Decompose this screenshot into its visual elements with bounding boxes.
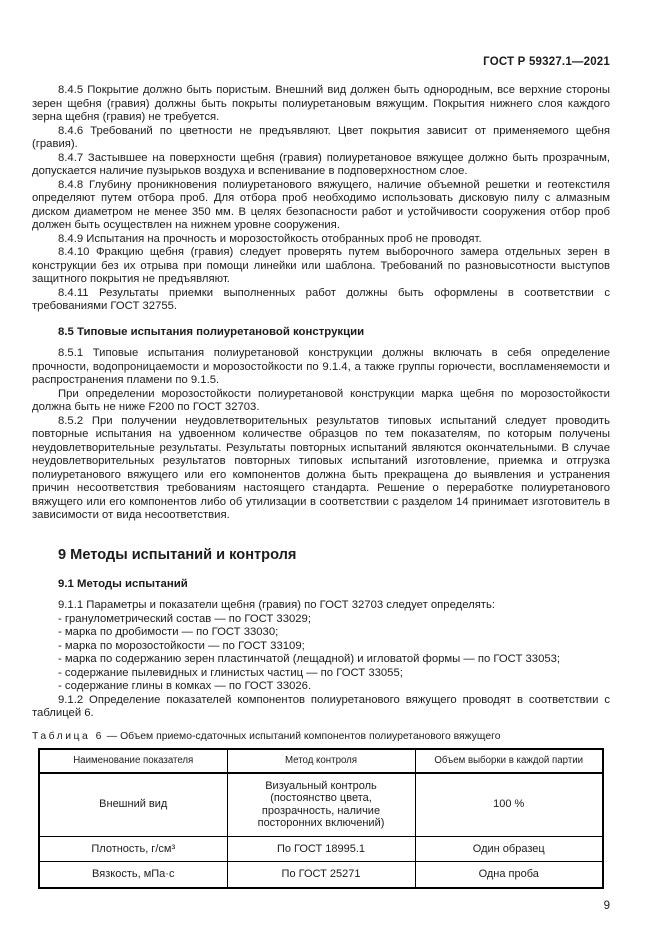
paragraph: 8.5.1 Типовые испытания полиуретановой конструкции должны включать в себя определение прочности, водопроницаемости и морозостойкости по 9.1.4, а также группы горючести, воспламеняемости и распространения пламени по 9.1.5. xyxy=(32,347,610,386)
list-item: - марка по дробимости — по ГОСТ 33030; xyxy=(58,626,279,638)
paragraph: 8.4.10 Фракцию щебня (гравия) следует проверять путем выборочного замера отдельных зерен в конструкции без их отрыва при помощи линейки или шаблона. Требований по разновысотности выступов защитного покрытия не предъявляют. xyxy=(32,246,610,285)
paragraph: 9.1.2 Определение показателей компонентов полиуретанового вяжущего проводят в соответствии с таблицей 6. xyxy=(32,693,610,719)
paragraph: 8.4.11 Результаты приемки выполненных работ должны быть оформлены в соответствии с требованиями ГОСТ 32755. xyxy=(32,286,610,312)
table-cell: Вязкость, мПа·с xyxy=(39,862,227,888)
list-item: - марка по содержанию зерен пластинчатой (лещадной) и игловатой формы — по ГОСТ 33053; xyxy=(58,653,561,665)
section-heading: 9.1 Методы испытаний xyxy=(58,577,188,590)
paragraph: 8.4.9 Испытания на прочность и морозостойкость отобранных проб не проводят. xyxy=(58,232,482,245)
paragraph: При определении морозостойкости полиуретановой конструкции марка щебня по морозостойкости должна быть не ниже F200 по ГОСТ 32703. xyxy=(32,387,610,413)
table-cell: Один образец xyxy=(415,836,603,862)
table-row xyxy=(39,773,603,837)
table-cell: 100 % xyxy=(415,773,603,837)
list-item: - гранулометрический состав — по ГОСТ 33029; xyxy=(58,612,311,625)
paragraph: 9.1.1 Параметры и показатели щебня (гравия) по ГОСТ 32703 следует определять: xyxy=(58,599,496,611)
table-cell: По ГОСТ 18995.1 xyxy=(227,836,415,862)
list-item: - марка по морозостойкости — по ГОСТ 33109; xyxy=(58,639,305,652)
page-number: 9 xyxy=(603,900,610,913)
table-cell: Плотность, г/см³ xyxy=(39,836,227,862)
column-header: Метод контроля xyxy=(227,749,415,773)
paragraph: 8.5.2 При получении неудовлетворительных результатов типовых испытаний следует проводить повторные испытания на удвоенном количестве образцов по тем показателям, по которым получены неудовлетворительные результаты. Результаты повторных испытаний являются окончательными. В случае неудовлетворительных результатов повторных типовых испытаний изготовление, приемка и отгрузка полиуретанового вяжущего или его компонентов должна быть прекращена до выявления и устранения причин несоответствия требованиям настоящего стандарта. Решение о переработке полиуретанового вяжущего или его компонентов либо об утилизации в соответствии с разделом 14 принимает изготовитель в зависимости от вида несоответствия. xyxy=(32,414,610,521)
table-cell: Одна проба xyxy=(415,862,603,888)
chapter-heading: 9 Методы испытаний и контроля xyxy=(58,546,297,563)
paragraph: 8.4.5 Покрытие должно быть пористым. Внешний вид должен быть однородным, все верхние стороны зерен щебня (гравия) должны быть покрыты полиуретановым вяжущим. Покрытия нижнего слоя каждого зерна щебня (гравия) не требуется. xyxy=(32,84,610,123)
table-caption xyxy=(32,731,610,744)
document-body xyxy=(32,84,610,721)
table-cell: Визуальный контроль (постоянство цвета, прозрачность, наличие посторонних включений) xyxy=(227,773,415,837)
acceptance-tests-table xyxy=(38,748,604,889)
running-header: ГОСТ Р 59327.1—2021 xyxy=(483,56,610,68)
table-header-row xyxy=(39,749,603,773)
table-caption-title: — Объем приемо-сдаточных испытаний компонентов полиуретанового вяжущего xyxy=(106,730,501,742)
paragraph: 8.4.7 Застывшее на поверхности щебня (гравия) полиуретановое вяжущее должно быть прозрачным, допускается наличие пузырьков воздуха и вспенивание в подповерхностном слое. xyxy=(32,151,610,177)
column-header: Объем выборки в каждой партии xyxy=(415,749,603,773)
table-row xyxy=(39,862,603,888)
table-body xyxy=(39,773,603,889)
table-row xyxy=(39,836,603,862)
section-heading: 8.5 Типовые испытания полиуретановой конструкции xyxy=(58,325,365,338)
table-cell: Внешний вид xyxy=(39,773,227,837)
page-content xyxy=(32,0,610,912)
paragraph: 8.4.6 Требований по цветности не предъявляют. Цвет покрытия зависит от применяемого щебня (гравия). xyxy=(32,124,610,150)
list-item: - содержание пылевидных и глинистых частиц — по ГОСТ 33055; xyxy=(58,666,403,679)
list-item: - содержание глины в комках — по ГОСТ 33026. xyxy=(58,680,312,692)
paragraph: 8.4.8 Глубину проникновения полиуретанового вяжущего, наличие объемной решетки и геотекстиля определяют путем отбора проб. Для отбора проб необходимо использовать дисковую пилу с алмазным диском диаметром не менее 350 мм. В целях безопасности работ и устойчивости сооружения отбор проб должен быть осуществлен на нижнем уровне сооружения. xyxy=(32,178,610,231)
table-caption-label: Таблица 6 xyxy=(32,730,104,742)
column-header: Наименование показателя xyxy=(39,749,227,773)
table-cell: По ГОСТ 25271 xyxy=(227,862,415,888)
